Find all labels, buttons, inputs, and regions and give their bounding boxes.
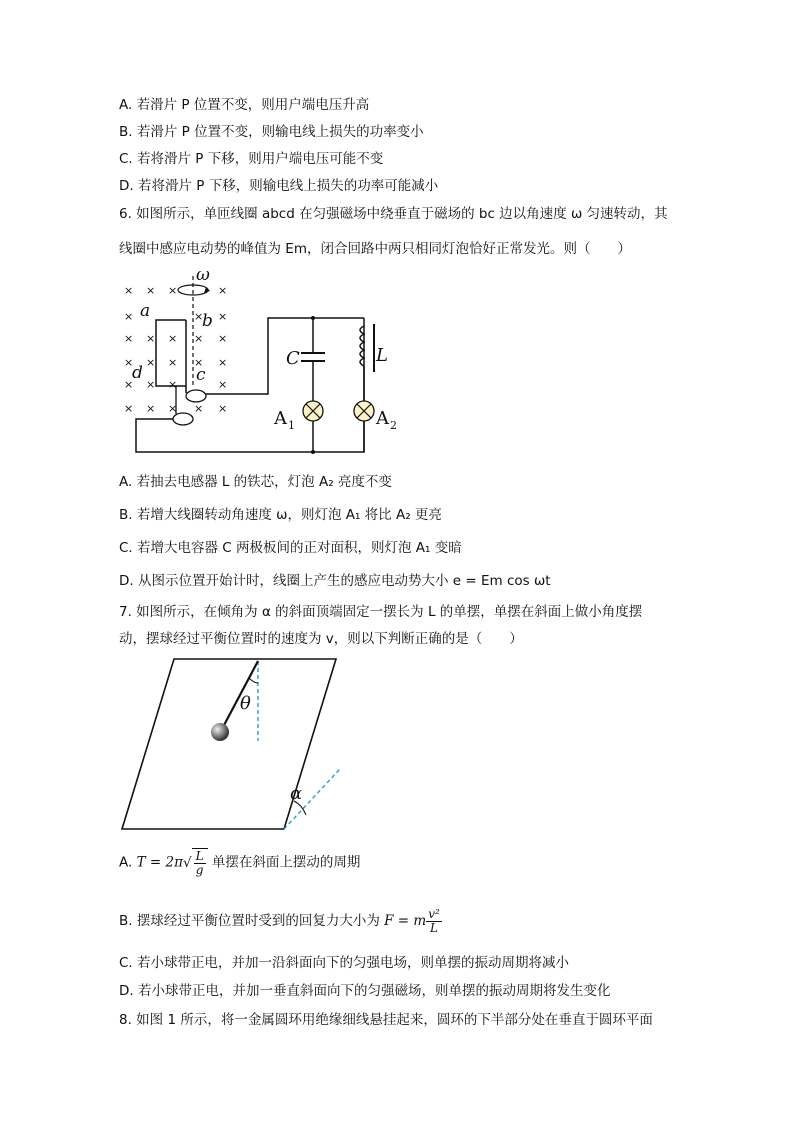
q7-option-c: C. 若小球带正电，并加一沿斜面向下的匀强电场，则单摆的振动周期将减小 — [119, 955, 570, 971]
q7-option-a-formula: T = 2π — [136, 854, 183, 871]
field-cross: × — [146, 356, 156, 369]
field-cross: × — [194, 356, 204, 369]
q6-stem-line2: 线圈中感应电动势的峰值为 Em，闭合回路中两只相同灯泡恰好正常发光。则（ ） — [119, 241, 631, 257]
sqrt-sign: √ $\frac{L}{g}$ — [183, 848, 208, 877]
q7-option-a-num: L — [195, 849, 204, 863]
field-cross: × — [146, 284, 156, 297]
field-cross: × — [218, 356, 228, 369]
q7-option-a-prefix: A. — [119, 854, 137, 871]
coil-abcd — [156, 320, 186, 386]
q7-option-a-den: g — [195, 863, 204, 877]
q7-stem-line1: 7. 如图所示，在倾角为 α 的斜面顶端固定一摆长为 L 的单摆，单摆在斜面上做小角度摆 — [119, 604, 643, 620]
q6-option-d: D. 从图示位置开始计时，线圈上产生的感应电动势大小 e = Em cos ωt — [119, 573, 551, 589]
q5-option-b: B. 若滑片 P 位置不变，则输电线上损失的功率变小 — [119, 124, 424, 140]
field-cross: × — [124, 356, 134, 369]
pendulum-ball — [211, 723, 229, 741]
q7-option-d: D. 若小球带正电，并加一垂直斜面向下的匀强磁场，则单摆的振动周期将发生变化 — [119, 983, 611, 999]
field-cross: × — [168, 378, 178, 391]
q5-option-c: C. 若将滑片 P 下移，则用户端电压可能不变 — [119, 151, 384, 167]
label-theta: θ — [240, 693, 251, 714]
q7-option-b-fraction — [426, 908, 442, 935]
field-cross: × — [194, 310, 204, 323]
label-a2: A — [376, 408, 389, 429]
label-d: d — [132, 363, 143, 383]
q7-option-b-prefix: B. 摆球经过平衡位置时受到的回复力大小为 — [119, 913, 385, 929]
field-cross: × — [168, 402, 178, 415]
field-cross: × — [218, 378, 228, 391]
q5-option-a: A. 若滑片 P 位置不变，则用户端电压升高 — [119, 97, 370, 113]
label-a2-sub: 2 — [390, 419, 397, 432]
field-cross: × — [146, 378, 156, 391]
field-cross: × — [194, 402, 204, 415]
field-cross: × — [168, 284, 178, 297]
field-cross: × — [124, 332, 134, 345]
q7-option-b — [119, 907, 442, 935]
q7-option-b-num: v² — [428, 906, 440, 921]
label-omega: ω — [196, 268, 210, 285]
incline-plane — [122, 659, 336, 829]
q6-option-b: B. 若增大线圈转动角速度 ω，则灯泡 A₁ 将比 A₂ 更亮 — [119, 507, 442, 523]
field-cross: × — [218, 310, 228, 323]
slip-ring-upper — [186, 390, 206, 402]
field-cross: × — [218, 402, 228, 415]
q7-pendulum-figure — [118, 655, 348, 835]
field-cross: × — [124, 310, 134, 323]
field-cross: × — [168, 332, 178, 345]
q7-stem-line2: 动，摆球经过平衡位置时的速度为 v，则以下判断正确的是（ ） — [119, 631, 523, 647]
field-cross: × — [218, 332, 228, 345]
q6-option-c: C. 若增大电容器 C 两极板间的正对面积，则灯泡 A₁ 变暗 — [119, 540, 462, 556]
q7-option-b-formula: F = m — [384, 913, 427, 929]
field-cross: × — [146, 332, 156, 345]
q7-option-a-suffix: 单摆在斜面上摆动的周期 — [207, 854, 361, 871]
q6-stem-line1: 6. 如图所示，单匝线圈 abcd 在匀强磁场中绕垂直于磁场的 bc 边以角速度 ω 匀速转动，其 — [119, 206, 668, 222]
field-cross: × — [124, 402, 134, 415]
q8-stem-line1: 8. 如图 1 所示，将一金属圆环用绝缘细线悬挂起来，圆环的下半部分处在垂直于圆环平面 — [119, 1012, 653, 1028]
field-cross: × — [146, 402, 156, 415]
q7-option-a — [119, 848, 360, 877]
label-inductor: L — [376, 345, 388, 366]
label-c: c — [196, 365, 206, 385]
label-a: a — [140, 301, 151, 321]
field-cross: × — [194, 332, 204, 345]
label-a1: A — [274, 408, 287, 429]
label-alpha: α — [290, 783, 303, 804]
field-cross: × — [218, 284, 228, 297]
field-cross: × — [168, 356, 178, 369]
label-b: b — [202, 311, 213, 331]
q7-option-b-den: L — [430, 920, 438, 935]
label-a1-sub: 1 — [288, 419, 295, 432]
label-capacitor: C — [286, 348, 300, 369]
field-cross: × — [124, 284, 134, 297]
slip-ring-lower — [173, 413, 193, 425]
q6-option-a: A. 若抽去电感器 L 的铁芯，灯泡 A₂ 亮度不变 — [119, 474, 392, 490]
wire-top — [206, 318, 364, 394]
q6-circuit-figure — [118, 268, 418, 458]
q5-option-d: D. 若将滑片 P 下移，则输电线上损失的功率可能减小 — [119, 178, 439, 194]
field-cross: × — [124, 378, 134, 391]
